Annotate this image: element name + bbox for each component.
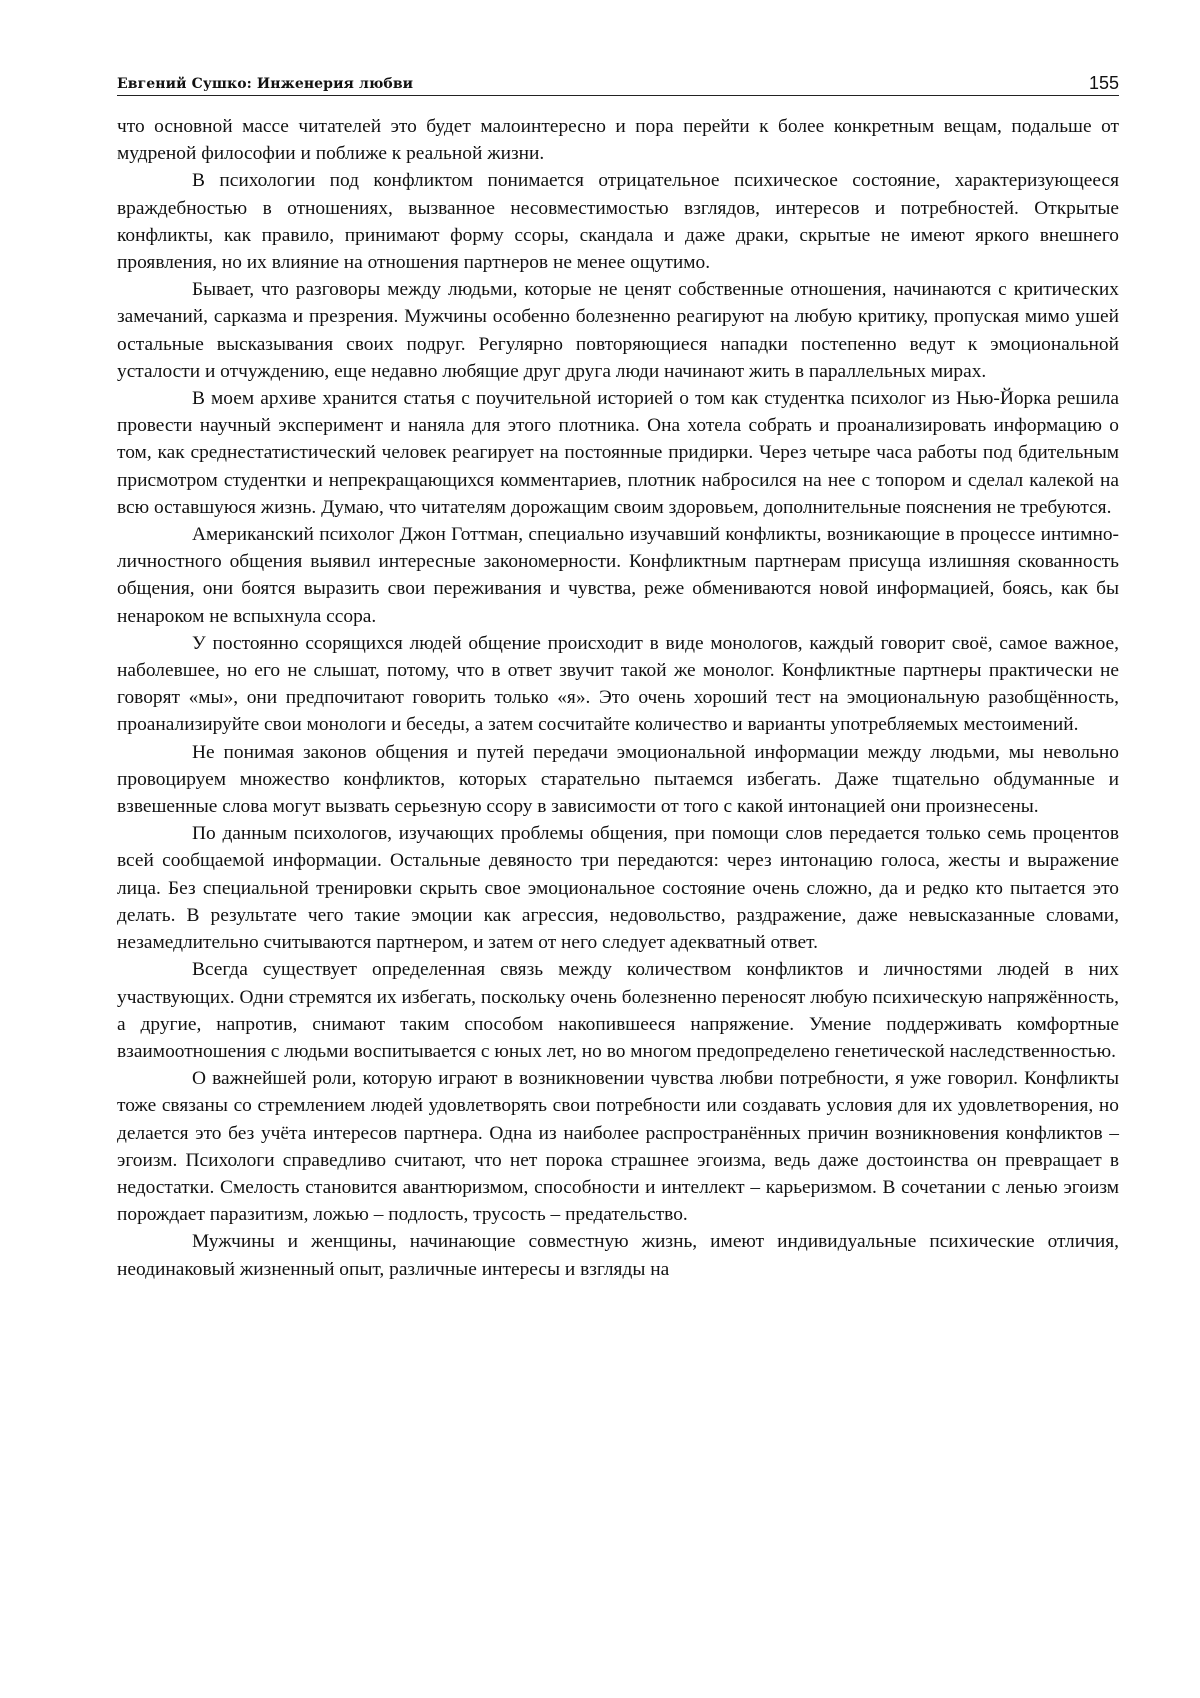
book-title-header: Евгений Сушко: Инженерия любви <box>117 76 414 92</box>
paragraph: Американский психолог Джон Готтман, специально изучавший конфликты, возникающие в процессе интимно-личностного общения выявил интересные закономерности. Конфликтным партнерам присуща излишняя скованность общения, они боятся выразить свои переживания и чувства, реже обмениваются новой информацией, боясь, как бы ненароком не вспыхнула ссора. <box>117 524 1119 627</box>
body-text <box>117 113 1119 1283</box>
paragraph: По данным психологов, изучающих проблемы общения, при помощи слов передается только семь процентов всей сообщаемой информации. Остальные девяносто три передаются: через интонацию голоса, жесты и выражение лица. Без специальной тренировки скрыть свое эмоциональное состояние очень сложно, да и редко кто пытается это делать. В результате чего такие эмоции как агрессия, недовольство, раздражение, даже невысказанные словами, незамедлительно считываются партнером, и затем от него следует адекватный ответ. <box>117 823 1119 954</box>
paragraph: В психологии под конфликтом понимается отрицательное психическое состояние, характеризующееся враждебностью в отношениях, вызванное несовместимостью взглядов, интересов и потребностей. Открытые конфликты, как правило, принимают форму ссоры, скандала и даже драки, скрытые не имеют яркого внешнего проявления, но их влияние на отношения партнеров не менее ощутимо. <box>117 170 1119 274</box>
page-number: 155 <box>1088 73 1119 93</box>
paragraph: Не понимая законов общения и путей передачи эмоциональной информации между людьми, мы невольно провоцируем множество конфликтов, которых старательно пытаемся избегать. Даже тщательно обдуманные и взвешенные слова могут вызвать серьезную ссору в зависимости от того с какой интонацией они произнесены. <box>117 741 1119 818</box>
paragraph: что основной массе читателей это будет малоинтересно и пора перейти к более конкретным вещам, подальше от мудреной философии и поближе к реальной жизни. <box>117 116 1119 165</box>
paragraph: Бывает, что разговоры между людьми, которые не ценят собственные отношения, начинаются с критических замечаний, сарказма и презрения. Мужчины особенно болезненно реагируют на любую критику, пропуская мимо ушей остальные высказывания своих подруг. Регулярно повторяющиеся нападки постепенно ведут к эмоциональной усталости и отчуждению, еще недавно любящие друг друга люди начинают жить в параллельных мирах. <box>117 279 1119 382</box>
paragraph: Мужчины и женщины, начинающие совместную жизнь, имеют индивидуальные психические отличия, неодинаковый жизненный опыт, различные интересы и взгляды на <box>117 1231 1119 1280</box>
document-page <box>117 68 1119 1283</box>
paragraph: О важнейшей роли, которую играют в возникновении чувства любви потребности, я уже говорил. Конфликты тоже связаны со стремлением людей удовлетворять свои потребности или создавать условия для их удовлетворения, но делается это без учёта интересов партнера. Одна из наиболее распространённых причин возникновения конфликтов – эгоизм. Психологи справедливо считают, что нет порока страшнее эгоизма, ведь даже достоинства он превращает в недостатки. Смелость становится авантюризмом, способности и интеллект – карьеризмом. В сочетании с ленью эгоизм порождает паразитизм, ложью – подлость, трусость – предательство. <box>117 1068 1119 1226</box>
paragraph: У постоянно ссорящихся людей общение происходит в виде монологов, каждый говорит своё, самое важное, наболевшее, но его не слышат, потому, что в ответ звучит такой же монолог. Конфликтные партнеры практически не говорят «мы», они предпочитают говорить только «я». Это очень хороший тест на эмоциональную разобщённость, проанализируйте свои монологи и беседы, а затем сосчитайте количество и варианты употребляемых местоимений. <box>117 632 1119 736</box>
paragraph: Всегда существует определенная связь между количеством конфликтов и личностями людей в них участвующих. Одни стремятся их избегать, поскольку очень болезненно переносят любую психическую напряжённость, а другие, напротив, снимают таким способом накопившееся напряжение. Умение поддерживать комфортные взаимоотношения с людьми воспитывается с юных лет, но во многом предопределено генетической наследственностью. <box>117 959 1119 1062</box>
running-header <box>117 68 1119 96</box>
paragraph: В моем архиве хранится статья с поучительной историей о том как студентка психолог из Нью-Йорка решила провести научный эксперимент и наняла для этого плотника. Она хотела собрать и проанализировать информацию о том, как среднестатистический человек реагирует на постоянные придирки. Через четыре часа работы под бдительным присмотром студентки и непрекращающихся комментариев, плотник набросился на нее с топором и сделал калекой на всю оставшуюся жизнь. Думаю, что читателям дорожащим своим здоровьем, дополнительные пояснения не требуются. <box>117 388 1119 518</box>
